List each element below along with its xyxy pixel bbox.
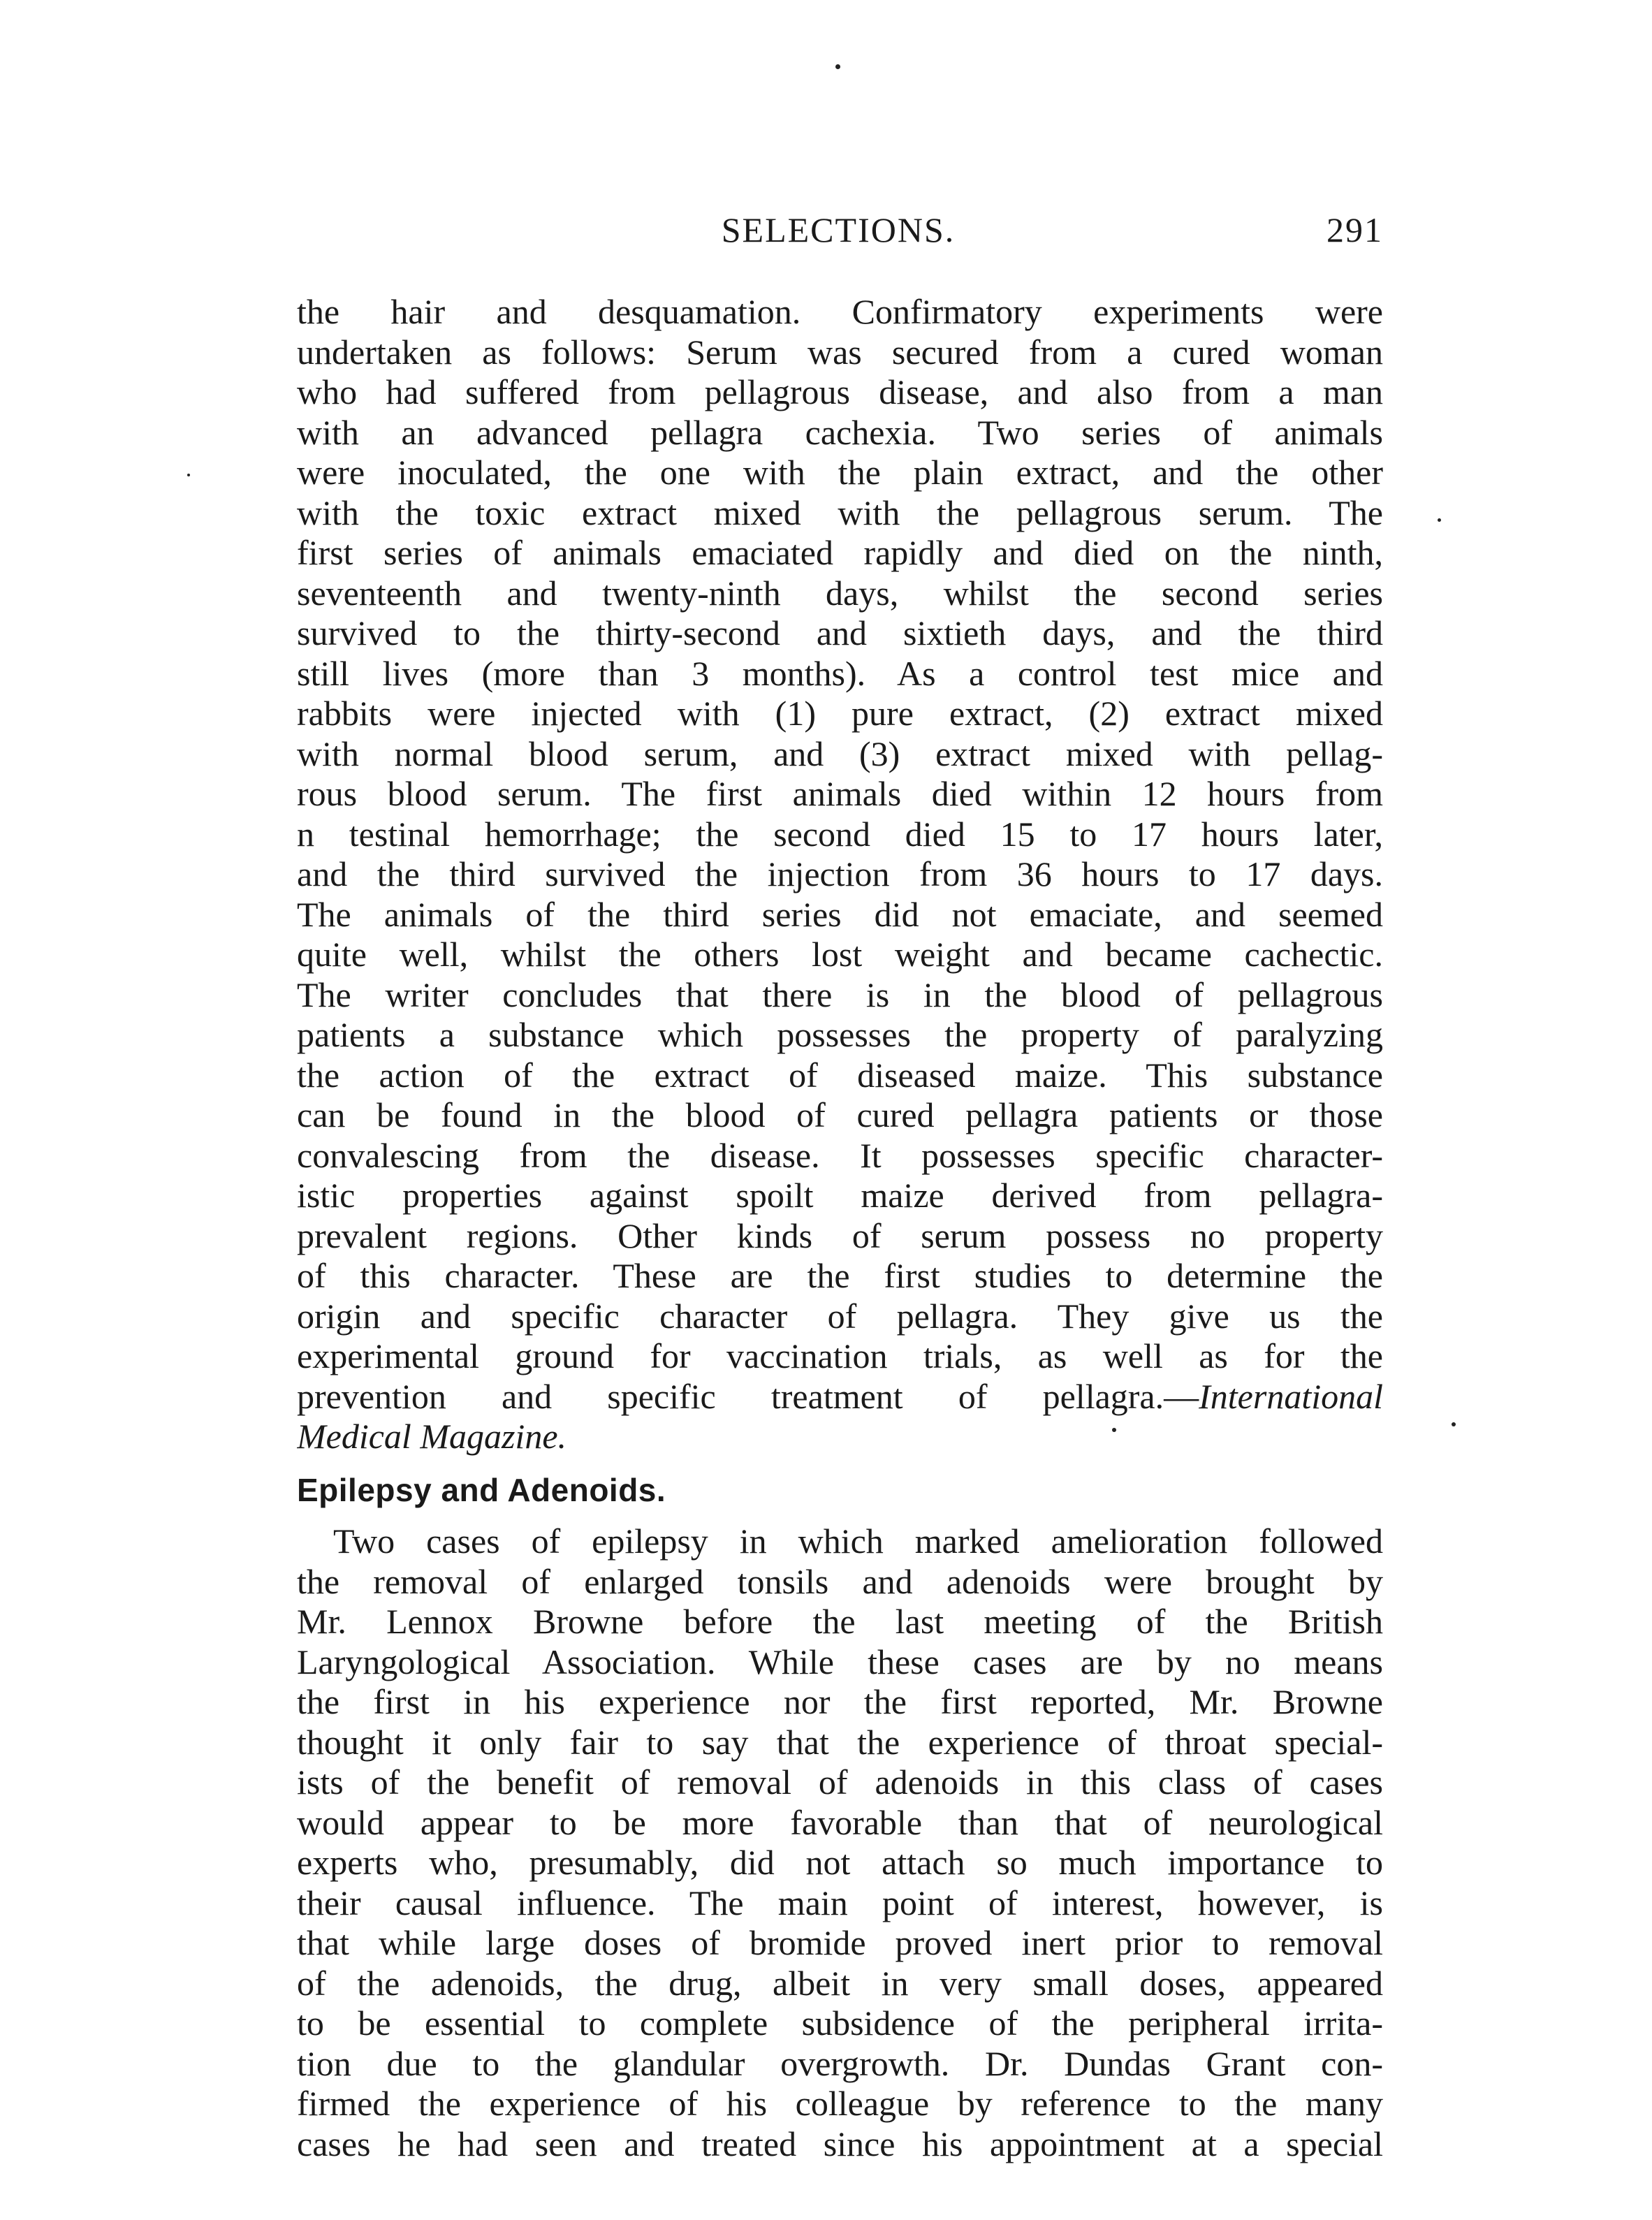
text-line: survived to the thirty-second and sixtieth days, and the third [297,613,1383,652]
text-line: istic properties against spoilt maize derived from pellagra- [297,1176,1383,1215]
article-pellagra-text [297,292,1383,1457]
text-line: firmed the experience of his colleague by reference to the many [297,2084,1383,2123]
page-number: 291 [1326,210,1383,249]
text-line: their causal influence. The main point of interest, however, is [297,1883,1383,1922]
text-line: Mr. Lennox Browne before the last meeting of the British [297,1602,1383,1641]
text-line: patients a substance which possesses the property of paralyzing [297,1015,1383,1054]
text-line: still lives (more than 3 months). As a control test mice and [297,653,1383,693]
print-speck [1452,1422,1456,1426]
text-line: that while large doses of bromide proved inert prior to removal [297,1923,1383,1962]
article-epilepsy-text [297,1521,1383,2164]
text-line: quite well, whilst the others lost weight and became cachectic. [297,935,1383,974]
text-line: The writer concludes that there is in the blood of pellagrous [297,974,1383,1014]
text-line: cases he had seen and treated since his appointment at a special [297,2124,1383,2163]
text-line: the action of the extract of diseased maize. This substance [297,1055,1383,1095]
text-line: prevalent regions. Other kinds of serum possess no property [297,1215,1383,1255]
text-line: can be found in the blood of cured pellagra patients or those [297,1095,1383,1134]
text-line: were inoculated, the one with the plain extract, and the other [297,453,1383,492]
text-line: to be essential to complete subsidence of the peripheral irrita- [297,2003,1383,2043]
text-line: rabbits were injected with (1) pure extract, (2) extract mixed [297,694,1383,733]
text-line: with the toxic extract mixed with the pellagrous serum. The [297,492,1383,532]
source-citation: Medical Magazine. [297,1417,567,1456]
print-speck [1438,518,1441,522]
print-speck [835,64,840,69]
text-line: thought it only fair to say that the experience of throat special- [297,1722,1383,1762]
text-line: origin and specific character of pellagra. They give us the [297,1296,1383,1336]
text-line: the hair and desquamation. Confirmatory experiments were [297,292,1383,331]
text-line: and the third survived the injection from 36 hours to 17 days. [297,854,1383,893]
text-line-content: prevention and specific treatment of pellagra.— [297,1376,1199,1416]
text-line: The animals of the third series did not emaciate, and seemed [297,894,1383,934]
text-line: seventeenth and twenty-ninth days, whilst the second series [297,573,1383,613]
text-line-with-source [297,1377,1383,1417]
text-line: Two cases of epilepsy in which marked amelioration followed [333,1521,1383,1561]
running-head [293,210,1383,258]
print-speck [187,474,190,476]
text-line: would appear to be more favorable than that of neurological [297,1802,1383,1842]
text-line: of the adenoids, the drug, albeit in very small doses, appeared [297,1963,1383,2003]
section-heading: Epilepsy and Adenoids. [297,1472,666,1508]
text-line: the first in his experience nor the first reported, Mr. Browne [297,1682,1383,1721]
running-title: SELECTIONS. [721,210,956,249]
text-line: undertaken as follows: Serum was secured from a cured woman [297,332,1383,372]
text-line: the removal of enlarged tonsils and adenoids were brought by [297,1561,1383,1601]
text-line: experts who, presumably, did not attach so much importance to [297,1843,1383,1882]
text-line: tion due to the glandular overgrowth. Dr. Dundas Grant con- [297,2043,1383,2083]
text-line: first series of animals emaciated rapidly and died on the ninth, [297,533,1383,572]
text-line: n testinal hemorrhage; the second died 15 to 17 hours later, [297,814,1383,854]
text-line: with an advanced pellagra cachexia. Two series of animals [297,412,1383,452]
text-line: ists of the benefit of removal of adenoids in this class of cases [297,1762,1383,1802]
text-line: convalescing from the disease. It possesses specific character- [297,1135,1383,1175]
text-line: rous blood serum. The first animals died within 12 hours from [297,774,1383,813]
text-line: experimental ground for vaccination trials, as well as for the [297,1336,1383,1375]
text-line: with normal blood serum, and (3) extract mixed with pellag- [297,733,1383,773]
source-citation-part: International [1199,1376,1383,1416]
text-line: Laryngological Association. While these cases are by no means [297,1642,1383,1681]
text-line: of this character. These are the first studies to determine the [297,1256,1383,1295]
text-line: who had suffered from pellagrous disease, and also from a man [297,372,1383,411]
